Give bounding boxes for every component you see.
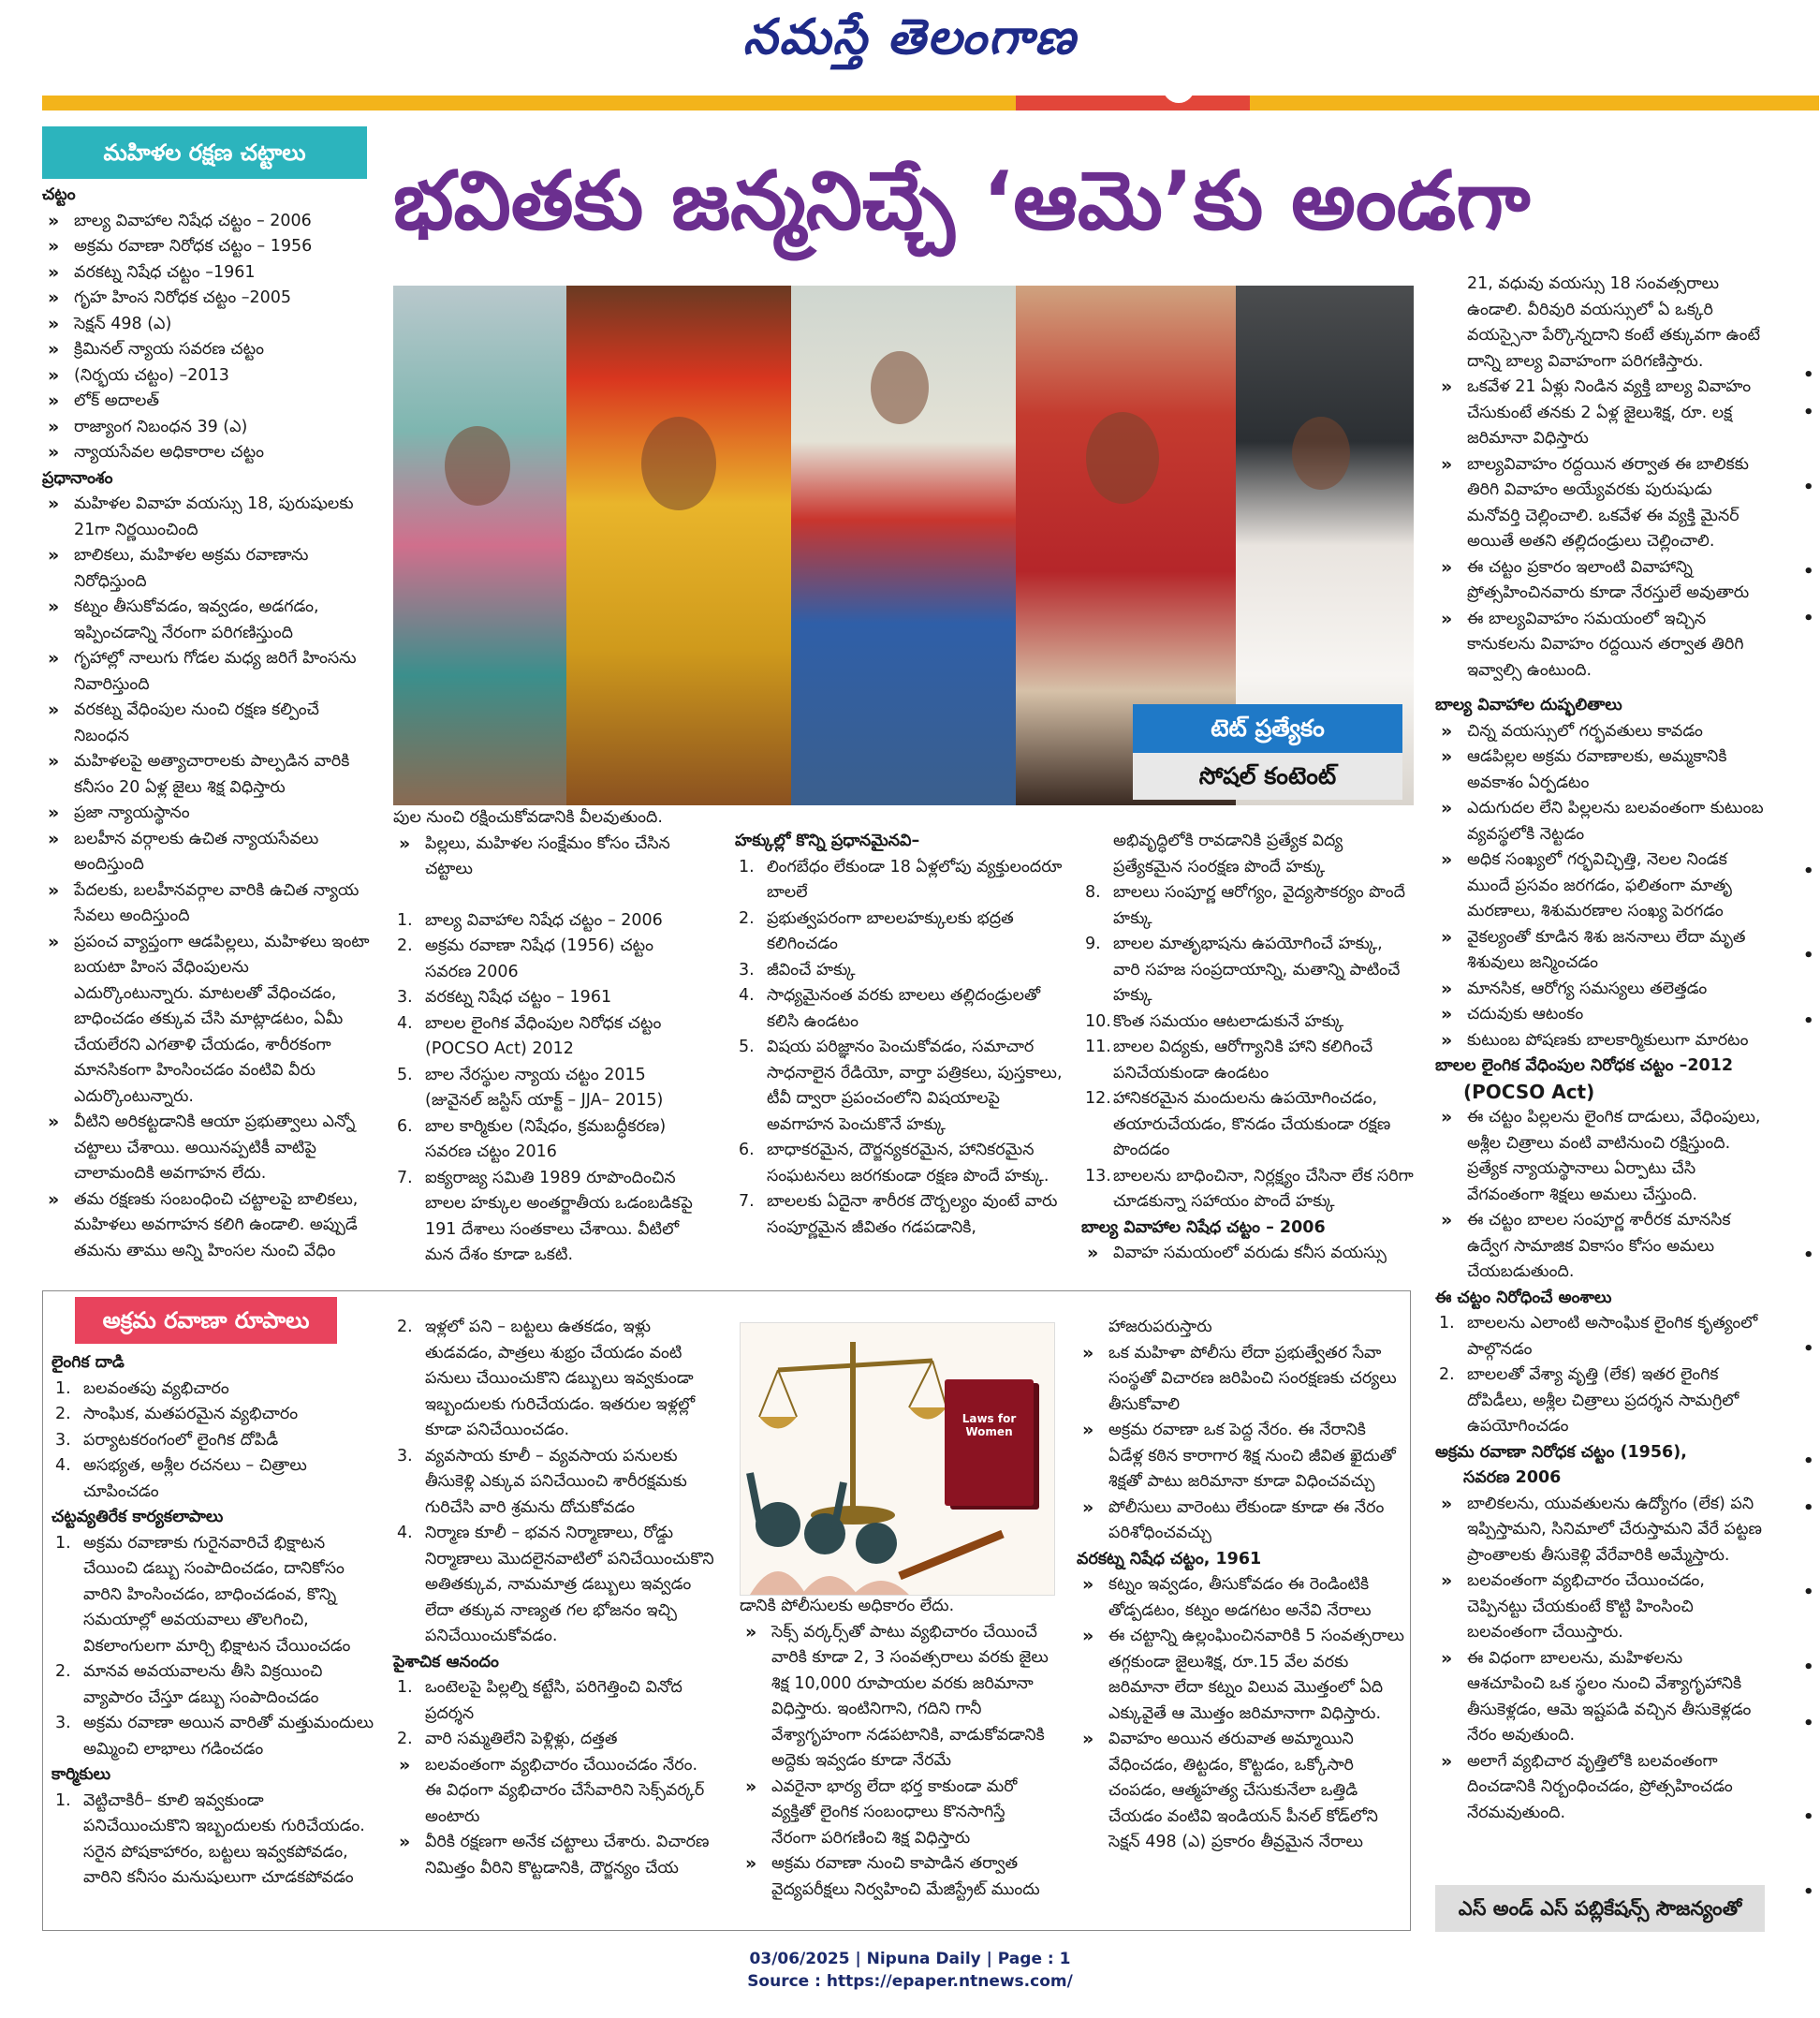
list-item: » వరకట్న వేధింపుల నుంచి రక్షణ కల్పించే నిబంధన — [42, 698, 370, 749]
list-item: » ఎవరైనా భార్య లేదా భర్త కాకుండా మరో వ్యక్తితో లైంగిక సంబంధాలు కొనసాగిస్తే నేరంగా పరిగణించి శిక్ష విధిస్తారు — [740, 1775, 1053, 1852]
list-item: » బాల్య వివాహాల నిషేధ చట్టం – 2006 — [42, 209, 370, 235]
item-text: ప్రభుత్వపరంగా బాలలహక్కులకు భద్రత కలిగించడం — [767, 908, 1014, 953]
numbered-item — [393, 1011, 693, 1063]
continued-text: హాజరుపరుస్తారు — [1108, 1318, 1212, 1336]
pocso-heading: బాలల లైంగిక వేధింపుల నిరోధక చట్టం –2012 — [1435, 1056, 1734, 1075]
top-rule — [42, 96, 1819, 110]
numbered-item — [393, 908, 693, 935]
newspaper-logo: నమస్తే తెలంగాణ — [742, 8, 1078, 66]
list-item: » ఈ చట్టం బాలల సంపూర్ణ శారీరక మానసిక ఉద్వేగ సామాజిక వికాసం కోసం అమలు చేయబడుతుంది. — [1435, 1208, 1765, 1286]
numbered-item — [1081, 1035, 1414, 1086]
sexual-abuse-heading: లైంగిక దాడి — [51, 1353, 125, 1372]
item-number: 2. — [739, 908, 755, 928]
item-text: లింగబేధం లేకుండా 18 ఏళ్లలోపు వ్యక్తులందరూ బాలలే — [767, 857, 1063, 902]
item-number: 1. — [739, 857, 755, 876]
item-number: 3. — [739, 960, 755, 980]
item-number: 9. — [1085, 935, 1101, 953]
list-item: » ఆడపిల్లల అక్రమ రవాణాలకు, అమ్మకానికి అవకాశం ఏర్పడటం — [1435, 744, 1765, 796]
list-item: » బాలికలు, మహిళల అక్రమ రవాణాను నిరోధిస్తుంది — [42, 543, 370, 595]
numbered-item — [1081, 932, 1414, 1009]
item-number: 4. — [397, 1013, 413, 1033]
numbered-item — [1081, 1164, 1414, 1215]
photo-woman-yellow-saree — [566, 286, 791, 805]
justice-illustration — [740, 1322, 1055, 1596]
item-number: 3. — [55, 1714, 71, 1732]
list-item: » అక్రమ రవాణా నిరోధక చట్టం – 1956 — [42, 234, 370, 260]
item-number: 10. — [1085, 1011, 1111, 1031]
item-text: బాల నేరస్థుల న్యాయ చట్టం 2015 (జువైనల్ జస్టిస్ యాక్ట్ – JJA– 2015) — [425, 1065, 664, 1110]
list-item: » ప్రపంచ వ్యాప్తంగా ఆడపిల్లలు, మహిళలు ఇంటా బయటా హింస వేధింపులను ఎదుర్కొంటున్నారు. మాటలతో వేధించడం, బాధించడం తక్కువ చేసి మాట్లాడటం, ఏమీ చేయలేరని ఎగతాళి చేయడం, శారీరకంగా మానసికంగా హింసించడం వంటివి వీరు ఎదుర్కొంటున్నారు. — [42, 930, 370, 1111]
lower-column-2 — [393, 1315, 716, 1881]
numbered-item — [735, 1035, 1063, 1138]
list-item: » రాజ్యాంగ నిబంధన 39 (ఎ) — [42, 415, 370, 441]
numbered-item — [1435, 1311, 1765, 1363]
item-number: 2. — [397, 1318, 413, 1336]
item-number: 1. — [1439, 1314, 1455, 1333]
list-item: » కట్నం తీసుకోవడం, ఇవ్వడం, అడగడం, ఇప్పించడాన్ని నేరంగా పరిగణిస్తుంది — [42, 595, 370, 646]
numbered-item — [735, 1138, 1063, 1189]
list-item: » ఈ విధంగా బాలలను, మహిళలను ఆశచూపించి ఒక స్థలం నుంచి వేశ్యాగృహానికి తీసుకెళ్లడం, ఆమె ఇష్టపడి వచ్చిన తీసుకెళ్లడం నేరం అవుతుంది. — [1435, 1646, 1765, 1749]
item-number: 2. — [55, 1405, 71, 1423]
list-item: » న్యాయసేవల అధికారాల చట్టం — [42, 440, 370, 466]
column-right — [1435, 272, 1765, 1826]
numbered-item — [1081, 1086, 1414, 1164]
numbered-item — [51, 1377, 374, 1403]
law-heading: చట్టం — [42, 185, 76, 204]
item-text: బలవంతపు వ్యభిచారం — [83, 1378, 229, 1398]
list-item: » పోలీసులు వారెంటు లేకుండా కూడా ఈ నేరం పరిశోధించవచ్చు — [1077, 1495, 1404, 1547]
item-text: విషయ పరిజ్ఞానం పెంచుకోవడం, సమాచార సాధనాలైన రేడియో, వార్తా పత్రికలు, పుస్తకాలు, టీవీ ద్వారా ప్రపంచంలోని విషయాలపై అవగాహన పెంచుకొనే హక్కు — [767, 1038, 1063, 1134]
list-item: » తమ రక్షణకు సంబంధించి చట్టాలపై బాలికలు, మహిళలు అవగాహన కలిగి ఉండాలి. అప్పుడే తమను తాము అన్ని హింసల నుంచి వేధిం — [42, 1187, 370, 1265]
item-text: ఒంటెలపై పిల్లల్ని కట్టేసి, పరిగెత్తించి వినోద ప్రదర్శన — [425, 1678, 682, 1723]
numbered-item — [393, 1675, 716, 1727]
item-text: నిర్మాణ కూలీ – భవన నిర్మాణాలు, రోడ్డు నిర్మాణాలు మొదలైనవాటిలో పనిచేయించుకొని అతితక్కువ, నామమాత్ర డబ్బులు ఇవ్వడం లేదా తక్కువ నాణ్యత గల భోజనం ఇచ్చి పనిచేయించుకోవడం. — [425, 1524, 714, 1645]
list-item: » కుటుంబ పోషణకు బాలకార్మికులుగా మారటం — [1435, 1028, 1765, 1054]
prohibited-heading: ఈ చట్టం నిరోధించే అంశాలు — [1435, 1288, 1612, 1307]
list-item: » (నిర్భయ చట్టం) –2013 — [42, 363, 370, 390]
item-number: 4. — [397, 1524, 413, 1542]
list-item: » లోక్ అదాలత్ — [42, 389, 370, 415]
item-number: 7. — [397, 1168, 413, 1187]
column-rights-cont — [1081, 829, 1414, 1267]
lower-column-4 — [1077, 1315, 1404, 1856]
item-number: 11. — [1085, 1038, 1111, 1056]
masthead — [0, 0, 1820, 89]
list-item: » మహిళల వివాహ వయస్సు 18, పురుషులకు 21గా నిర్ణయించింది — [42, 492, 370, 543]
item-text: బాలలను ఎలాంటి అసాంఘిక లైంగిక కృత్యంలో పాల్గొనడం — [1467, 1314, 1758, 1359]
numbered-item — [393, 1166, 693, 1269]
item-text: వ్యవసాయ కూలీ – వ్యవసాయ పనులకు తీసుకెళ్లి ఎక్కువ పనిచేయించి శారీరక్షమకు గురిచేసి వారి శ్రమను దోచుకోవడం — [425, 1446, 687, 1517]
item-text: బాలల విద్యకు, ఆరోగ్యానికి హాని కలిగించే పనిచేయకుండా ఉండటం — [1113, 1038, 1373, 1083]
numbered-item — [393, 1444, 716, 1522]
item-number: 5. — [397, 1065, 413, 1084]
item-number: 3. — [397, 1446, 413, 1466]
item-number: 1. — [397, 1678, 413, 1697]
list-item: » వరకట్న నిషేధ చట్టం –1961 — [42, 260, 370, 287]
lower-column-1 — [51, 1350, 374, 1892]
labour-heading: కార్మికులు — [51, 1765, 111, 1784]
sadistic-pleasure-heading: పైశాచిక ఆనందం — [393, 1652, 499, 1672]
item-number: 2. — [55, 1662, 71, 1681]
list-item: » వైకల్యంతో కూడిన శిశు జననాలు లేదా మృత శిశువులు జన్మించడం — [1435, 925, 1765, 977]
list-item: » అలాగే వ్యభిచార వృత్తిలోకి బలవంతంగా దించడానికి నిర్బంధించడం, ప్రోత్సహించడం నేరమవుతుంది. — [1435, 1749, 1765, 1827]
numbered-item — [393, 1521, 716, 1650]
continued-text: అభివృద్ధిలోకి రావడానికి ప్రత్యేక విద్య ప్రత్యేకమైన సంరక్షణ పొందే హక్కు — [1113, 832, 1343, 876]
list-item: » ఈ చట్టం పిల్లలను లైంగిక దాడులు, వేధింపులు, అశ్లీల చిత్రాలు వంటి వాటినుంచి రక్షిస్తుంది. ప్రత్యేక న్యాయస్థానాలు ఏర్పాటు చేసి వేగవంతంగా శిక్షలు అమలు చేస్తుంది. — [1435, 1105, 1765, 1208]
top-rule-accent — [1016, 96, 1250, 110]
item-text: బాల కార్మికుల (నిషేధం, క్రమబద్ధీకరణ) సవరణ చట్టం 2016 — [425, 1116, 667, 1161]
item-number: 1. — [397, 910, 413, 930]
item-text: సాధ్యమైనంత వరకు బాలలు తల్లిదండ్రులతో కలిసి ఉండటం — [767, 986, 1041, 1031]
list-item: » కట్నం ఇవ్వడం, తీసుకోవడం ఈ రెండింటికి తోడ్పడటం, కట్నం అడగటం అనేవి నేరాలు — [1077, 1572, 1404, 1624]
numbered-item — [735, 983, 1063, 1035]
dowry-law-heading: వరకట్న నిషేధ చట్టం, 1961 — [1077, 1549, 1262, 1569]
illegal-activities-heading: చట్టవ్యతిరేక కార్యకలాపాలు — [51, 1508, 224, 1526]
item-number: 3. — [397, 988, 413, 1007]
numbered-item — [51, 1453, 374, 1505]
numbered-item — [51, 1789, 374, 1892]
page-footer — [0, 1948, 1820, 1993]
item-number: 3. — [55, 1430, 71, 1450]
list-item: » బలవంతంగా వ్యభిచారం చేయించడం, చెప్పినట్టు చేయకుంటే కొట్టి హింసించి బలవంతంగా చేయిస్తారు. — [1435, 1569, 1765, 1646]
item-text: ఐక్యరాజ్య సమితి 1989 రూపొందించిన బాలల హక్కుల అంతర్జాతీయ ఒడంబడికపై 191 దేశాలు సంతకాలు చేశాయి. వీటిలో మన దేశం కూడా ఒకటి. — [425, 1168, 693, 1264]
photo-woman-blue-dress — [791, 286, 1016, 805]
numbered-item — [735, 1189, 1063, 1241]
sidebar-laws — [42, 183, 370, 1264]
item-number: 13. — [1085, 1166, 1111, 1186]
list-item: » సెక్స్ వర్కర్స్‌తో పాటు వ్యభిచారం చేయించే వారికి కూడా 2, 3 సంవత్సరాలు వరకు జైలు శిక్ష 10,000 రూపాయల వరకు జరిమానా విధిస్తారు. ఇంటినిగాని, గదిని గానీ వేశ్యాగృహంగా నడపటానికి, వాడుకోవడానికి అద్దెకు ఇవ్వడం కూడా నేరమే — [740, 1620, 1053, 1775]
item-number: 5. — [739, 1038, 755, 1056]
list-item: » గృహాల్లో నాలుగు గోడల మధ్య జరిగే హింసను నివారిస్తుంది — [42, 646, 370, 698]
item-number: 1. — [55, 1790, 71, 1810]
points-heading: ప్రధానాంశం — [42, 468, 113, 488]
trafficking-forms-header: అక్రమ రవాణా రూపాలు — [75, 1297, 337, 1344]
column-rights — [735, 829, 1063, 1241]
list-item: » సెక్షన్ 498 (ఎ) — [42, 312, 370, 338]
list-item: » ప్రజా న్యాయస్థానం — [42, 801, 370, 827]
list-item: » అధిక సంఖ్యలో గర్భవిచ్ఛిత్తి, నెలల నిండక ముందే ప్రసవం జరగడం, ఫలితంగా మాతృ మరణాలు, శిశుమరణాల సంఖ్య పెరగడం — [1435, 847, 1765, 925]
item-text: బాలలకు ఏదైనా శారీరక దౌర్బల్యం వుంటే వారు సంపూర్ణమైన జీవితం గడపడానికి, — [767, 1192, 1058, 1237]
list-item: » ఒకవేళ 21 ఏళ్లు నిండిన వ్యక్తి బాల్య వివాహం చేసుకుంటే తనకు 2 ఏళ్ల జైలుశిక్ష, రూ. లక్ష జరిమానా విధిస్తారు — [1435, 375, 1765, 452]
social-content-badge: సోషల్ కంటెంట్ — [1133, 753, 1402, 800]
list-item: » పిల్లలు, మహిళల సంక్షేమం కోసం చేసిన చట్టాలు — [393, 832, 693, 883]
item-text: హానికరమైన మందులను ఉపయోగించడం, తయారుచేయడం, కొనడం చేయకుండా రక్షణ పొందడం — [1113, 1089, 1391, 1159]
list-item: » బాలికలను, యువతులను ఉద్యోగం (లేక) పని ఇప్పిస్తామని, సినిమాలో చేరుస్తామని వేరే పట్టణ ప్రాంతాలకు తీసుకెళ్లి వేరేవారికి అమ్మేస్తారు. — [1435, 1492, 1765, 1569]
numbered-item — [393, 985, 693, 1011]
list-item: » వివాహ సమయంలో వరుడు కనీస వయస్సు — [1081, 1241, 1414, 1267]
list-item: » ఈ చట్టం ప్రకారం ఇలాంటి వివాహాన్ని ప్రోత్సహించినవారు కూడా నేరస్తులే అవుతారు — [1435, 555, 1765, 607]
item-number: 2. — [1439, 1365, 1455, 1384]
item-number: 7. — [739, 1192, 755, 1211]
item-number: 8. — [1085, 883, 1101, 902]
item-number: 2. — [397, 1730, 413, 1748]
item-text: వరకట్న నిషేధ చట్టం – 1961 — [425, 988, 612, 1007]
pocso-subheading: (POCSO Act) — [1463, 1080, 1595, 1103]
item-text: వారి సమ్మతిలేని పెళ్లిళ్లు, దత్తత — [425, 1730, 618, 1748]
numbered-item — [1081, 1009, 1414, 1036]
list-item: » వివాహం అయిన తరువాత అమ్మాయిని వేధించడం, తిట్టడం, కొట్టడం, ఒక్కోసారి చంపడం, ఆత్మహత్య చేసుకునేలా ఒత్తిడి చేయడం వంటివి ఇండియన్ పీనల్ కోడ్‌లోని సెక్షన్ 498 (ఎ) ప్రకారం తీవ్రమైన నేరాలు — [1077, 1727, 1404, 1856]
item-text: బాలలను బాధించినా, నిర్లక్ష్యం చేసినా లేక సరిగా చూడకున్నా సహాయం పొందే హక్కు — [1113, 1166, 1414, 1211]
list-item: » ఈ బాల్యవివాహం సమయంలో ఇచ్చిన కానుకలను వివాహం రద్దయిన తర్వాత తిరిగి ఇవ్వాల్సి ఉంటుంది. — [1435, 607, 1765, 685]
list-item: » ఈ చట్టాన్ని ఉల్లంఘించినవారికి 5 సంవత్సరాలు తగ్గకుండా జైలుశిక్ష, రూ.15 వేల వరకు జరిమానా లేదా కట్నం విలువ మొత్తంలో ఏది ఎక్కువైతే ఆ మొత్తం జరిమానాగా విధిస్తారు. — [1077, 1624, 1404, 1727]
item-text: బాధాకరమైన, దౌర్జన్యకరమైన, హానికరమైన సంఘటనలు జరగకుండా రక్షణ పొందే హక్కు. — [767, 1141, 1049, 1186]
numbered-item — [393, 934, 693, 985]
numbered-item — [51, 1428, 374, 1454]
item-text: బాల్య వివాహాల నిషేధ చట్టం – 2006 — [425, 910, 663, 930]
item-number: 4. — [55, 1456, 71, 1475]
footer-date-line: 03/06/2025 | Nipuna Daily | Page : 1 — [749, 1950, 1071, 1968]
item-number: 1. — [55, 1378, 71, 1398]
numbered-item — [1081, 880, 1414, 932]
item-text: కొంత సమయం ఆటలాడుకునే హక్కు — [1113, 1011, 1344, 1031]
item-text: అసభ్యత, అశ్లీల రచనలు – చిత్రాలు చూపించడం — [83, 1456, 307, 1501]
list-item: » గృహ హింస నిరోధక చట్టం –2005 — [42, 286, 370, 312]
tet-special-badge: టెట్ ప్రత్యేకం — [1133, 704, 1402, 753]
child-marriage-law-heading: బాల్య వివాహాల నిషేధ చట్టం – 2006 — [1081, 1217, 1326, 1237]
item-text: జీవించే హక్కు — [767, 960, 856, 980]
numbered-item — [1435, 1363, 1765, 1440]
numbered-item — [51, 1402, 374, 1428]
ill-effects-heading: బాల్య వివాహాల దుష్ఫలితాలు — [1435, 696, 1622, 714]
rights-heading: హక్కుల్లో కొన్ని ప్రధానమైనవి– — [735, 832, 920, 850]
item-text: బాలల లైంగిక వేధింపుల నిరోధక చట్టం (POCSO Act) 2012 — [425, 1013, 662, 1058]
book-label: Laws for Women — [961, 1412, 1017, 1438]
item-number: 6. — [397, 1116, 413, 1136]
list-item: » పేదలకు, బలహీనవర్గాల వారికి ఉచిత న్యాయ సేవలు అందిస్తుంది — [42, 878, 370, 930]
list-item: » ఒక మహిళా పోలీసు లేదా ప్రభుత్వేతర సేవా సంస్థతో విచారణ జరిపించి సంరక్షణకు చర్యలు తీసుకోవాలి — [1077, 1341, 1404, 1419]
item-text: వెట్టిచాకిరీ– కూలి ఇవ్వకుండా పనిచేయించుకొని ఇబ్బందులకు గురిచేయడం. సరైన పోషకాహారం, బట్టలు ఇవ్వకపోవడం, వారిని కనీసం మనుషులుగా చూడకపోవడం — [83, 1790, 365, 1887]
list-item: » మహిళలపై అత్యాచారాలకు పాల్పడిన వారికి కనీసం 20 ఏళ్ల జైలు శిక్ష విధిస్తారు — [42, 749, 370, 801]
numbered-item — [393, 1063, 693, 1114]
list-item: » అక్రమ రవాణా ఒక పెద్ద నేరం. ఈ నేరానికి ఏడేళ్ల కఠిన కారాగార శిక్ష నుంచి జీవిత ఖైదుతో శిక్షతో పాటు జరిమానా కూడా విధించవచ్చు — [1077, 1418, 1404, 1495]
item-number: 4. — [739, 986, 755, 1005]
continued-text: పుల నుంచి రక్షించుకోవడానికి వీలవుతుంది. — [393, 808, 663, 827]
item-text: పర్యాటకరంగంలో లైంగిక దోపిడీ — [83, 1430, 279, 1450]
list-item: » మానసిక, ఆరోగ్య సమస్యలు తలెత్తడం — [1435, 977, 1765, 1003]
numbered-item — [393, 1315, 716, 1444]
trafficking-law-heading: అక్రమ రవాణా నిరోధక చట్టం (1956), — [1435, 1442, 1687, 1462]
numbered-item — [51, 1659, 374, 1711]
item-text: ఇళ్లలో పని – బట్టలు ఉతకడం, ఇళ్లు తుడవడం, పాత్రలు శుభ్రం చేయడం వంటి పనులు చేయించుకొని డబ్బులు ఇవ్వకుండా ఇబ్బందులకు గురిచేయడం. ఇతరుల ఇళ్లల్లో కూడా పనిచేయించడం. — [425, 1318, 696, 1439]
numbered-item — [735, 958, 1063, 984]
numbered-item — [735, 906, 1063, 958]
item-number: 6. — [739, 1141, 755, 1159]
continued-text: డానికి పోలీసులకు అధికారం లేదు. — [740, 1597, 955, 1615]
list-item: » బలహీన వర్గాలకు ఉచిత న్యాయసేవలు అందిస్తుంది — [42, 827, 370, 878]
numbered-item — [393, 1114, 693, 1166]
item-text: బాలల మాతృభాషను ఉపయోగించే హక్కు, వారి సహజ సంప్రదాయాన్ని, మతాన్ని పాటించే హక్కు — [1113, 935, 1401, 1005]
numbered-item — [393, 1727, 716, 1753]
item-text: బాలలు సంపూర్ణ ఆరోగ్యం, వైద్యసౌకర్యం పొందే హక్కు — [1113, 883, 1406, 928]
adjacent-page-edge: • • • • • • • • • • • • • • • • • — [1803, 365, 1814, 1902]
law-book-icon — [945, 1379, 1034, 1506]
item-number: 1. — [55, 1533, 71, 1553]
headline: భవితకు జన్మనిచ్చే ‘ఆమె’కు అండగా — [393, 155, 1531, 248]
continued-text: 21, వధువు వయస్సు 18 సంవత్సరాలు ఉండాలి. వీరివురి వయస్సులో ఏ ఒక్కరి వయస్సైనా పేర్కొన్నదాని కంటే తక్కువగా ఉంటే దాన్ని బాల్య వివాహంగా పరిగణిస్తారు. — [1467, 274, 1761, 371]
lower-column-3 — [740, 1594, 1053, 1903]
numbered-item — [735, 855, 1063, 906]
item-text: మానవ అవయవాలను తీసి విక్రయించి వ్యాపారం చేస్తూ డబ్బు సంపాదించడం — [83, 1662, 323, 1707]
trafficking-law-subheading: సవరణ 2006 — [1463, 1468, 1562, 1487]
numbered-item — [51, 1711, 374, 1762]
item-text: సాంఘిక, మతపరమైన వ్యభిచారం — [83, 1405, 299, 1423]
item-text: అక్రమ రవాణా అయిన వారితో మత్తుమందులు అమ్మించి లాభాలు గడించడం — [83, 1714, 374, 1759]
list-item: » చదువుకు ఆటంకం — [1435, 1002, 1765, 1028]
numbered-item — [51, 1531, 374, 1660]
list-item: » బలవంతంగా వ్యభిచారం చేయించడం నేరం. ఈ విధంగా వ్యభిచారం చేసేవారిని సెక్స్‌వర్కర్ అంటారు — [393, 1753, 716, 1831]
list-item: » వీరికి రక్షణగా అనేక చట్టాలు చేశారు. విచారణ నిమిత్తం వీరిని కొట్టడానికి, దౌర్జన్యం చేయ — [393, 1830, 716, 1881]
item-text: బాలలతో వేశ్యా వృత్తి (లేక) ఇతర లైంగిక దోపిడీలు, అశ్లీల చిత్రాలు ప్రదర్శన సామగ్రిలో ఉపయోగించడం — [1467, 1365, 1739, 1436]
list-item: » వీటిని అరికట్టడానికి ఆయా ప్రభుత్వాలు ఎన్నో చట్టాలు చేశాయి. అయినప్పటికీ వాటిపై చాలామందికి అవగాహన లేదు. — [42, 1110, 370, 1187]
list-item: » చిన్న వయస్సులో గర్భవతులు కావడం — [1435, 719, 1765, 745]
item-text: అక్రమ రవాణా నిషేధ (1956) చట్టం సవరణ 2006 — [425, 936, 653, 981]
footer-source-line: Source : https://epaper.ntnews.com/ — [747, 1972, 1073, 1991]
list-item: » ఎదుగుదల లేని పిల్లలను బలవంతంగా కుటుంబ వ్యవస్థలోకి నెట్టడం — [1435, 796, 1765, 847]
item-number: 12. — [1085, 1089, 1111, 1108]
credit-bar: ఎస్ అండ్ ఎస్ పబ్లికేషన్స్ సౌజన్యంతో — [1435, 1885, 1765, 1932]
item-text: అక్రమ రవాణాకు గురైనవారిచే భిక్షాటన చేయించి డబ్బు సంపాదించడం, దానికోసం వారిని హింసించడం, బాధించడంవ, కొన్ని సమయాల్లో అవయవాలు తొలగించి, వికలాంగులగా మార్చి భిక్షాటన చేయించడం — [83, 1533, 351, 1656]
photo-woman-basket — [393, 286, 566, 805]
list-item: » అక్రమ రవాణా నుంచి కాపాడిన తర్వాత వైద్యపరీక్షలు నిర్వహించి మేజిస్ట్రేట్ ముందు — [740, 1851, 1053, 1903]
list-item: » బాల్యవివాహం రద్దయిన తర్వాత ఈ బాలికకు తిరిగి వివాహం అయ్యేవరకు పురుషుడు మనోవర్తి చెల్లించాలి. ఒకవేళ ఈ వ్యక్తి మైనర్ అయితే అతని తల్లిదండ్రులు చెల్లించాలి. — [1435, 452, 1765, 555]
list-item: » క్రిమినల్ న్యాయ సవరణ చట్టం — [42, 337, 370, 363]
column-laws-list — [393, 805, 693, 1269]
item-number: 2. — [397, 936, 413, 955]
sidebar-header: మహిళల రక్షణ చట్టాలు — [42, 126, 367, 179]
